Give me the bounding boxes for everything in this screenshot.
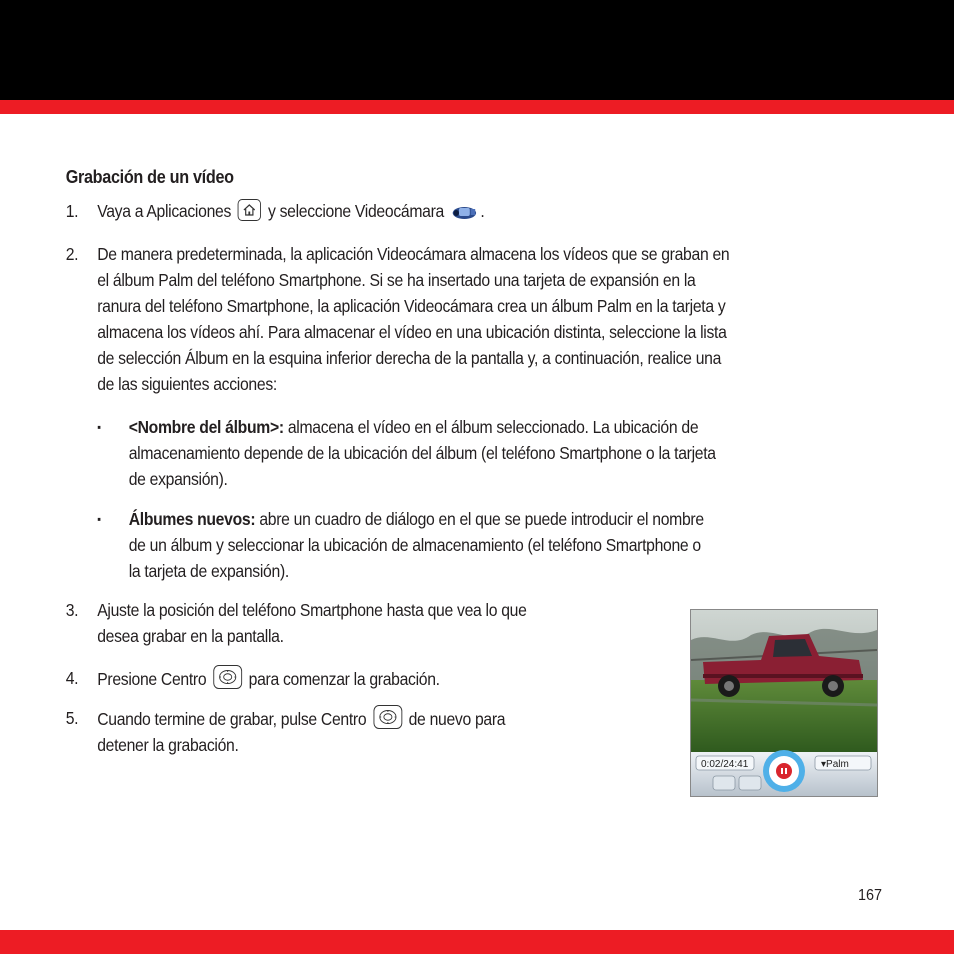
step-line: ranura del teléfono Smartphone, la aplicación Videocámara crea un álbum Palm en la tarjeta y <box>97 296 726 316</box>
bullet-marker: ▪ <box>97 512 101 526</box>
home-icon <box>238 199 261 221</box>
footer-accent-stripe <box>0 930 954 954</box>
step-line: Ajuste la posición del teléfono Smartphone hasta que vea lo que <box>97 600 527 620</box>
step-line: el álbum Palm del teléfono Smartphone. Si se ha insertado una tarjeta de expansión en la <box>97 270 696 290</box>
step-line: de las siguientes acciones: <box>97 374 277 394</box>
bullet-line: la tarjeta de expansión). <box>128 561 289 581</box>
step-number: 2. <box>65 244 79 264</box>
bullet-line: de un álbum y seleccionar la ubicación de almacenamiento (el teléfono Smartphone o <box>128 535 701 555</box>
step-line: desea grabar en la pantalla. <box>97 626 284 646</box>
step-line: almacena los vídeos ahí. Para almacenar el vídeo en una ubicación distinta, seleccione la lista <box>97 322 727 342</box>
step-line: De manera predeterminada, la aplicación Videocámara almacena los vídeos que se graban en <box>97 244 730 264</box>
step-number: 1. <box>65 201 79 221</box>
bullet-term: Álbumes nuevos: <box>128 509 256 529</box>
header-accent-stripe <box>0 100 954 114</box>
bullet-line: de expansión). <box>128 469 228 489</box>
step-line: de selección Álbum en la esquina inferior derecha de la pantalla y, a continuación, realice una <box>97 348 722 368</box>
bullet-term: <Nombre del álbum>: <box>128 417 284 437</box>
center-button-icon <box>373 705 402 729</box>
bullet-line: almacenamiento depende de la ubicación del álbum (el teléfono Smartphone o la tarjeta <box>128 443 716 463</box>
step-text: y seleccione Videocámara <box>267 201 444 221</box>
recording-timer: 0:02/24:41 <box>701 759 749 770</box>
video-camera-icon <box>451 202 478 220</box>
center-button-icon <box>213 665 242 689</box>
step-number: 5. <box>65 708 79 728</box>
header-bar <box>0 0 954 100</box>
step-number: 3. <box>65 600 79 620</box>
step-text: Vaya a Aplicaciones <box>97 201 232 221</box>
bullet-marker: ▪ <box>97 420 101 434</box>
section-heading: Grabación de un vídeo <box>65 167 234 187</box>
page-number: 167 <box>858 887 883 904</box>
album-picker[interactable]: ▾Palm <box>821 759 849 770</box>
record-button[interactable] <box>776 763 792 779</box>
step-number: 4. <box>65 668 79 688</box>
video-camera-screenshot <box>690 609 878 797</box>
